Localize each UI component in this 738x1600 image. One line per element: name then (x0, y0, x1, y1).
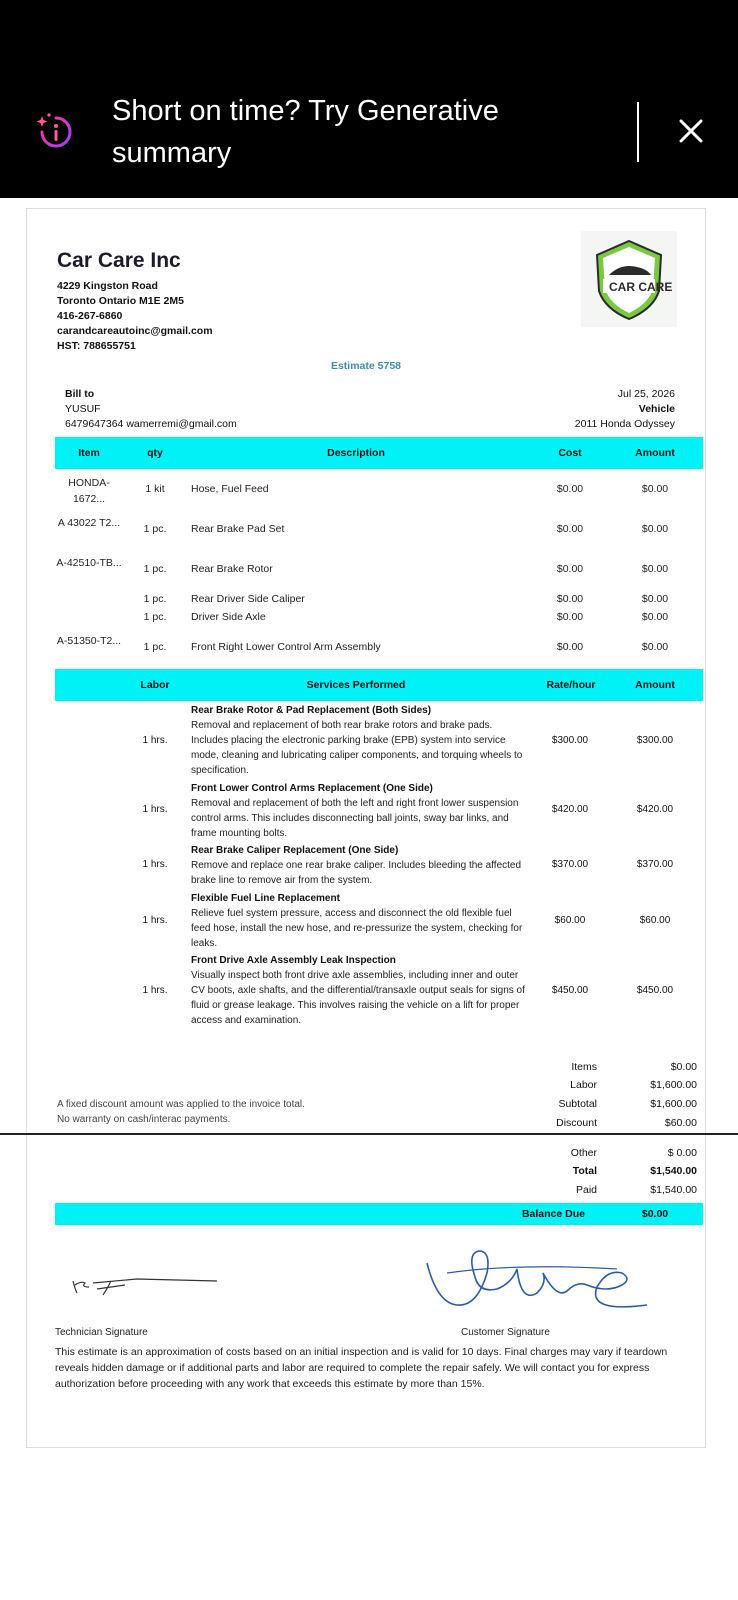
service-rate: $370.00 (551, 859, 589, 870)
service-amount: $370.00 (636, 859, 674, 870)
service-text (191, 843, 531, 888)
vehicle-info (575, 387, 675, 432)
service-desc: Visually inspect both front drive axle assemblies, including inner and outer CV boots, axle shafts, and the differential/transaxle output seals for signs of fluid or grease leakage. This involves raising the vehicle on a lift for proper access and examination. (191, 970, 525, 1026)
company-address1: 4229 Kingston Road (57, 280, 158, 292)
service-text (191, 781, 531, 841)
item-amount: $0.00 (641, 563, 669, 575)
balance-due-bar (55, 1203, 703, 1225)
paid-value: $1,540.00 (650, 1184, 697, 1196)
company-logo (581, 231, 677, 327)
col-rate: Rate/hour (546, 679, 596, 691)
page-divider (0, 1133, 738, 1135)
service-rate: $60.00 (554, 915, 586, 926)
other-value: $ 0.00 (667, 1147, 697, 1159)
service-amount: $450.00 (636, 985, 674, 996)
item-desc: Front Right Lower Control Arm Assembly (191, 641, 381, 653)
bill-to-name: YUSUF (65, 403, 101, 415)
service-qty: 1 hrs. (142, 985, 168, 996)
service-desc: Remove and replace one rear brake caliper. Includes bleeding the affected brake line to remove air from the system. (191, 860, 522, 886)
note-warranty: No warranty on cash/interac payments. (57, 1114, 231, 1125)
item-desc: Hose, Fuel Feed (191, 483, 269, 495)
item-code: HONDA-1672... (68, 477, 110, 505)
item-cost: $0.00 (556, 523, 584, 535)
item-qty: 1 kit (145, 483, 165, 495)
table-row (55, 555, 703, 591)
service-rate: $300.00 (551, 735, 589, 746)
note-discount: A fixed discount amount was applied to the invoice total. (57, 1099, 305, 1110)
item-amount: $0.00 (641, 641, 669, 653)
customer-signature-image (417, 1233, 667, 1323)
service-amount: $300.00 (636, 735, 674, 746)
item-cost: $0.00 (556, 483, 584, 495)
balance-due-label: Balance Due (521, 1208, 585, 1220)
service-desc: Removal and replacement of both rear brake rotors and brake pads. Includes placing the electronic parking brake (EPB) system into service mode, cleaning and lubricating caliper components, and torquing wheels to specification. (191, 720, 523, 776)
item-cost: $0.00 (556, 611, 584, 623)
items-total-label: Items (571, 1061, 597, 1073)
generative-summary-icon[interactable] (34, 110, 78, 154)
service-title: Rear Brake Caliper Replacement (One Side) (191, 845, 399, 856)
vehicle-label: Vehicle (638, 403, 675, 415)
labor-header-bar (55, 669, 703, 701)
total-label: Total (572, 1165, 597, 1177)
col-labor-amount: Amount (635, 679, 675, 691)
item-cost: $0.00 (556, 641, 584, 653)
company-hst: HST: 788655751 (57, 340, 136, 352)
technician-signature-image (67, 1267, 227, 1307)
technician-signature-label: Technician Signature (55, 1327, 148, 1338)
banner-text[interactable]: Short on time? Try Generative summary (112, 95, 499, 169)
table-row (55, 611, 703, 627)
items-total-value: $0.00 (670, 1061, 697, 1073)
other-label: Other (570, 1147, 597, 1159)
close-icon[interactable] (674, 114, 708, 148)
col-item: Item (78, 447, 100, 459)
banner-divider (637, 102, 639, 162)
item-amount: $0.00 (641, 611, 669, 623)
estimate-date: Jul 25, 2026 (617, 388, 675, 400)
balance-due-value: $0.00 (641, 1208, 669, 1220)
service-title: Front Lower Control Arms Replacement (One Side) (191, 783, 433, 794)
company-info (57, 249, 213, 354)
item-amount: $0.00 (641, 483, 669, 495)
company-address2: Toronto Ontario M1E 2M5 (57, 295, 184, 307)
service-desc: Relieve fuel system pressure, access and disconnect the old flexible fuel feed hose, install the new hose, and re-pressurize the system, checking for leaks. (191, 908, 523, 949)
item-desc: Rear Driver Side Caliper (191, 593, 305, 605)
col-amount: Amount (635, 447, 675, 459)
col-qty: qty (147, 447, 163, 459)
item-qty: 1 pc. (143, 523, 167, 535)
item-qty: 1 pc. (143, 611, 167, 623)
labor-total-label: Labor (570, 1079, 597, 1091)
logo-text: CAR CARE (609, 280, 673, 294)
paid-label: Paid (575, 1184, 597, 1196)
service-rate: $450.00 (551, 985, 589, 996)
company-email: carandcareautoinc@gmail.com (57, 325, 213, 337)
col-description: Description (327, 447, 385, 459)
service-title: Rear Brake Rotor & Pad Replacement (Both Sides) (191, 705, 432, 716)
table-row (55, 633, 703, 667)
discount-value: $60.00 (664, 1117, 697, 1129)
labor-total-value: $1,600.00 (650, 1079, 697, 1091)
item-qty: 1 pc. (143, 593, 167, 605)
service-title: Flexible Fuel Line Replacement (191, 893, 340, 904)
item-amount: $0.00 (641, 593, 669, 605)
service-desc: Removal and replacement of both the left and right front lower suspension control arms. This includes disconnecting ball joints, sway bar links, and frame mounting bolts. (191, 798, 519, 839)
item-code: A-51350-T2... (56, 635, 122, 647)
service-amount: $60.00 (639, 915, 671, 926)
table-row (55, 475, 703, 511)
service-qty: 1 hrs. (142, 804, 168, 815)
company-name: Car Care Inc (57, 249, 181, 272)
status-bar (0, 0, 738, 66)
item-cost: $0.00 (556, 563, 584, 575)
service-text (191, 703, 531, 778)
item-desc: Rear Brake Pad Set (191, 523, 285, 535)
item-cost: $0.00 (556, 593, 584, 605)
service-rate: $420.00 (551, 804, 589, 815)
col-services: Services Performed (306, 679, 406, 691)
service-text (191, 891, 531, 951)
generative-summary-banner[interactable] (0, 66, 738, 198)
items-header-bar (55, 437, 703, 469)
customer-signature-label: Customer Signature (461, 1327, 550, 1338)
col-labor: Labor (140, 679, 170, 691)
estimate-disclaimer: This estimate is an approximation of costs based on an initial inspection and is valid for 10 days. Final charges may vary if teardown reveals hidden damage or if additional parts and labor are required to complete the repair safely. We will contact you for express authorization before proceeding with any work that exceeds this estimate by more than 15%. (55, 1346, 668, 1390)
estimate-number[interactable]: Estimate 5758 (330, 360, 402, 372)
discount-label: Discount (556, 1117, 597, 1129)
item-qty: 1 pc. (143, 641, 167, 653)
item-code: A-42510-TB... (56, 557, 122, 569)
service-qty: 1 hrs. (142, 915, 168, 926)
service-title: Front Drive Axle Assembly Leak Inspection (191, 955, 396, 966)
item-desc: Rear Brake Rotor (191, 563, 273, 575)
col-cost: Cost (558, 447, 582, 459)
subtotal-label: Subtotal (558, 1098, 597, 1110)
service-qty: 1 hrs. (142, 859, 168, 870)
item-amount: $0.00 (641, 523, 669, 535)
invoice-notes (57, 1097, 305, 1127)
table-row (55, 515, 703, 551)
table-row (55, 593, 703, 609)
bill-to (65, 387, 237, 432)
item-code: A 43022 T2... (57, 517, 121, 529)
subtotal-value: $1,600.00 (650, 1098, 697, 1110)
total-value: $1,540.00 (650, 1165, 697, 1177)
company-phone: 416-267-6860 (57, 310, 123, 322)
bill-to-contact: 6479647364 wamerremi@gmail.com (65, 418, 237, 430)
vehicle-model: 2011 Honda Odyssey (574, 418, 675, 430)
service-qty: 1 hrs. (142, 735, 168, 746)
item-desc: Driver Side Axle (191, 611, 266, 623)
bill-to-label: Bill to (65, 388, 95, 400)
service-text (191, 953, 531, 1028)
estimate-document (26, 208, 706, 1448)
item-qty: 1 pc. (143, 563, 167, 575)
service-amount: $420.00 (636, 804, 674, 815)
